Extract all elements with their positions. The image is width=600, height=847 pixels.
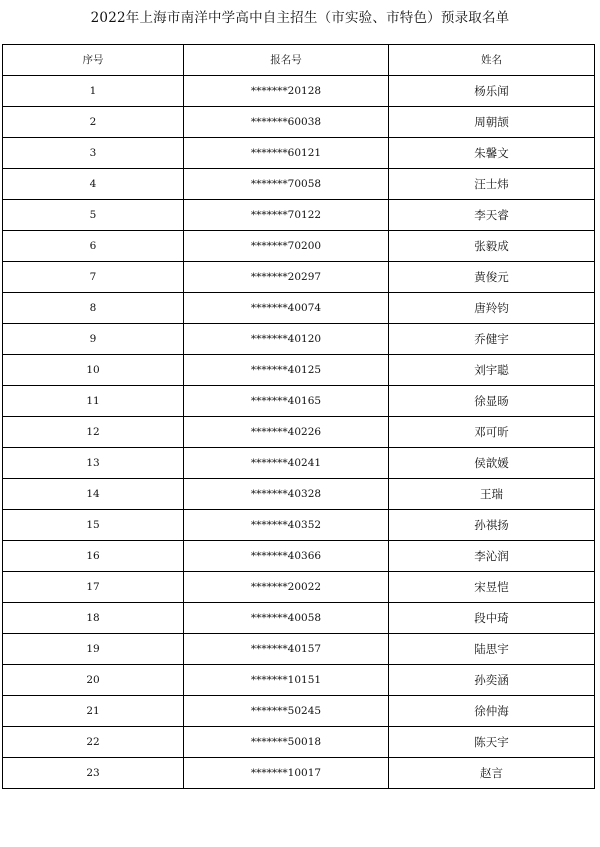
table-row xyxy=(3,510,595,541)
cell-seq: 22 xyxy=(3,727,184,758)
cell-seq: 10 xyxy=(3,355,184,386)
cell-reg-no: *******40366 xyxy=(184,541,389,572)
admission-table xyxy=(2,44,595,789)
cell-name: 刘宇聪 xyxy=(389,355,595,386)
cell-reg-no: *******40157 xyxy=(184,634,389,665)
cell-reg-no: *******60121 xyxy=(184,138,389,169)
cell-name: 王瑞 xyxy=(389,479,595,510)
table-row xyxy=(3,572,595,603)
cell-reg-no: *******20128 xyxy=(184,76,389,107)
cell-name: 李沁润 xyxy=(389,541,595,572)
cell-name: 黄俊元 xyxy=(389,262,595,293)
cell-name: 侯歆媛 xyxy=(389,448,595,479)
table-row xyxy=(3,603,595,634)
cell-name: 周朝颉 xyxy=(389,107,595,138)
table-row xyxy=(3,324,595,355)
cell-seq: 21 xyxy=(3,696,184,727)
cell-seq: 5 xyxy=(3,200,184,231)
table-row xyxy=(3,479,595,510)
cell-reg-no: *******10151 xyxy=(184,665,389,696)
cell-name: 徐显旸 xyxy=(389,386,595,417)
cell-reg-no: *******50018 xyxy=(184,727,389,758)
table-header-row xyxy=(3,45,595,76)
cell-name: 孙奕涵 xyxy=(389,665,595,696)
cell-seq: 13 xyxy=(3,448,184,479)
cell-seq: 9 xyxy=(3,324,184,355)
table-row xyxy=(3,634,595,665)
cell-name: 徐仲海 xyxy=(389,696,595,727)
cell-name: 陈天宇 xyxy=(389,727,595,758)
cell-reg-no: *******50245 xyxy=(184,696,389,727)
table-row xyxy=(3,696,595,727)
cell-seq: 14 xyxy=(3,479,184,510)
cell-reg-no: *******40352 xyxy=(184,510,389,541)
cell-seq: 2 xyxy=(3,107,184,138)
cell-seq: 23 xyxy=(3,758,184,789)
cell-reg-no: *******40226 xyxy=(184,417,389,448)
cell-name: 朱馨文 xyxy=(389,138,595,169)
document-title: 2022年上海市南洋中学高中自主招生（市实验、市特色）预录取名单 xyxy=(90,10,510,26)
table-row xyxy=(3,417,595,448)
cell-seq: 17 xyxy=(3,572,184,603)
cell-seq: 11 xyxy=(3,386,184,417)
table-row xyxy=(3,448,595,479)
cell-seq: 8 xyxy=(3,293,184,324)
cell-name: 李天睿 xyxy=(389,200,595,231)
cell-name: 唐羚钧 xyxy=(389,293,595,324)
table-row xyxy=(3,231,595,262)
cell-seq: 15 xyxy=(3,510,184,541)
table-row xyxy=(3,293,595,324)
table-row xyxy=(3,665,595,696)
cell-seq: 20 xyxy=(3,665,184,696)
cell-seq: 1 xyxy=(3,76,184,107)
cell-name: 宋昱恺 xyxy=(389,572,595,603)
cell-reg-no: *******40058 xyxy=(184,603,389,634)
cell-seq: 7 xyxy=(3,262,184,293)
cell-name: 邓可昕 xyxy=(389,417,595,448)
table-row xyxy=(3,262,595,293)
cell-seq: 18 xyxy=(3,603,184,634)
cell-name: 乔健宇 xyxy=(389,324,595,355)
cell-name: 汪士炜 xyxy=(389,169,595,200)
cell-seq: 3 xyxy=(3,138,184,169)
cell-reg-no: *******40328 xyxy=(184,479,389,510)
table-row xyxy=(3,138,595,169)
table-row xyxy=(3,76,595,107)
column-header-seq: 序号 xyxy=(3,45,184,76)
cell-reg-no: *******60038 xyxy=(184,107,389,138)
table-row xyxy=(3,386,595,417)
table-row xyxy=(3,727,595,758)
table-row xyxy=(3,169,595,200)
column-header-name: 姓名 xyxy=(389,45,595,76)
table-row xyxy=(3,200,595,231)
cell-reg-no: *******40241 xyxy=(184,448,389,479)
cell-name: 陆思宇 xyxy=(389,634,595,665)
table-row xyxy=(3,758,595,789)
cell-seq: 19 xyxy=(3,634,184,665)
cell-reg-no: *******70200 xyxy=(184,231,389,262)
cell-reg-no: *******70058 xyxy=(184,169,389,200)
cell-seq: 16 xyxy=(3,541,184,572)
cell-reg-no: *******10017 xyxy=(184,758,389,789)
cell-reg-no: *******40125 xyxy=(184,355,389,386)
column-header-reg-no: 报名号 xyxy=(184,45,389,76)
cell-name: 段中琦 xyxy=(389,603,595,634)
table-row xyxy=(3,541,595,572)
table-body xyxy=(3,76,595,789)
cell-seq: 12 xyxy=(3,417,184,448)
cell-name: 张毅成 xyxy=(389,231,595,262)
cell-reg-no: *******70122 xyxy=(184,200,389,231)
cell-reg-no: *******40074 xyxy=(184,293,389,324)
table-row xyxy=(3,355,595,386)
cell-reg-no: *******40120 xyxy=(184,324,389,355)
cell-name: 孙祺扬 xyxy=(389,510,595,541)
table-row xyxy=(3,107,595,138)
cell-name: 杨乐闻 xyxy=(389,76,595,107)
cell-reg-no: *******40165 xyxy=(184,386,389,417)
cell-reg-no: *******20297 xyxy=(184,262,389,293)
cell-name: 赵言 xyxy=(389,758,595,789)
cell-seq: 4 xyxy=(3,169,184,200)
cell-seq: 6 xyxy=(3,231,184,262)
cell-reg-no: *******20022 xyxy=(184,572,389,603)
